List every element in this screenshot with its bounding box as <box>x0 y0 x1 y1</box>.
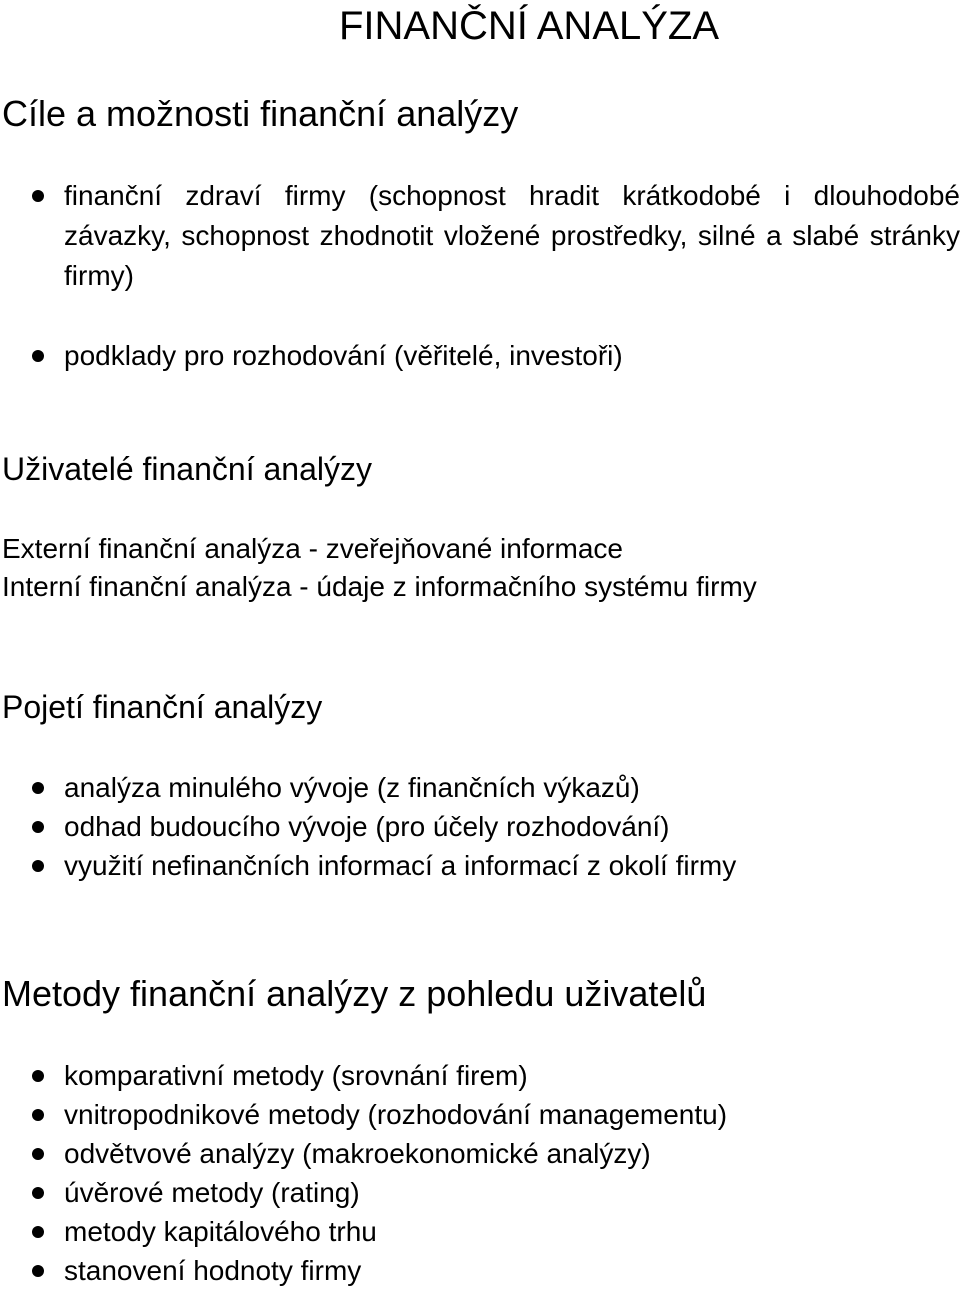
text-line: Interní finanční analýza - údaje z informačního systému firmy <box>2 571 757 602</box>
bullet-icon <box>32 1226 44 1238</box>
list-item-text: komparativní metody (srovnání firem) <box>64 1060 528 1091</box>
section-heading-methods: Metody finanční analýzy z pohledu uživatelů <box>2 973 707 1014</box>
list-item <box>0 807 960 846</box>
list-item-text: odhad budoucího vývoje (pro účely rozhodování) <box>64 811 670 842</box>
list-item-text: podklady pro rozhodování (věřitelé, investoři) <box>64 340 623 371</box>
bullet-icon <box>32 1070 44 1082</box>
bullet-icon <box>32 821 44 833</box>
text-line: Externí finanční analýza - zveřejňované informace <box>2 533 623 564</box>
list-item <box>0 1056 960 1095</box>
list-item <box>0 1134 960 1173</box>
page-title: FINANČNÍ ANALÝZA <box>338 4 720 48</box>
methods-list <box>0 1056 960 1290</box>
bullet-icon <box>32 1148 44 1160</box>
list-item-text: vnitropodnikové metody (rozhodování managementu) <box>64 1099 728 1130</box>
list-item-text: analýza minulého vývoje (z finančních výkazů) <box>64 772 640 803</box>
bullet-icon <box>32 190 44 202</box>
list-item-text: úvěrové metody (rating) <box>64 1177 360 1208</box>
goals-list <box>0 176 960 416</box>
list-item <box>0 768 960 807</box>
bullet-icon <box>32 860 44 872</box>
section-heading-goals: Cíle a možnosti finanční analýzy <box>2 93 519 134</box>
section-heading-users: Uživatelé finanční analýzy <box>2 451 372 487</box>
section-heading-concept: Pojetí finanční analýzy <box>2 689 323 725</box>
list-item <box>0 1251 960 1290</box>
concept-list <box>0 768 960 885</box>
bullet-icon <box>32 1109 44 1121</box>
list-item-text: odvětvové analýzy (makroekonomické analýzy) <box>64 1138 651 1169</box>
bullet-icon <box>32 782 44 794</box>
list-item <box>0 176 960 296</box>
list-item-text: finanční zdraví firmy (schopnost hradit krátkodobé i dlouhodobé závazky, schopnost zhodnotit vložené prostředky, silné a slabé stránky firmy) <box>64 180 960 291</box>
list-item <box>0 336 960 376</box>
bullet-icon <box>32 1187 44 1199</box>
bullet-icon <box>32 1265 44 1277</box>
list-item-text: metody kapitálového trhu <box>64 1216 377 1247</box>
list-item <box>0 846 960 885</box>
list-item <box>0 1095 960 1134</box>
bullet-icon <box>32 350 44 362</box>
list-item <box>0 1173 960 1212</box>
list-item-text: využití nefinančních informací a informací z okolí firmy <box>64 850 737 881</box>
list-item <box>0 1212 960 1251</box>
list-item-text: stanovení hodnoty firmy <box>64 1255 362 1286</box>
